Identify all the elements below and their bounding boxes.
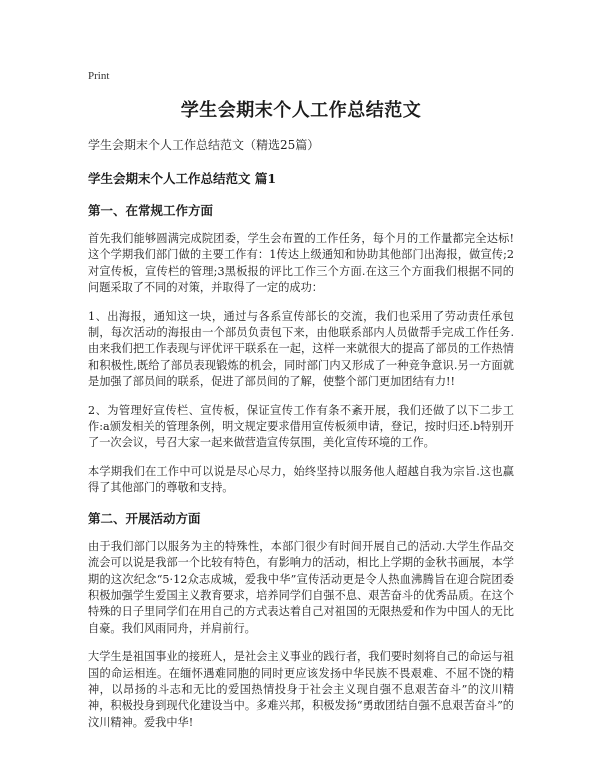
paragraph: 2、为管理好宣传栏、宣传板，保证宣传工作有条不紊开展，我们还做了以下二步工作:a颁发相关的管理条例，明文规定要求借用宣传板须申请，登记，按时归还.b特别开了一次会议，号召大家一起来做营造宣传氛围，美化宣传环境的工作。 [88, 403, 514, 450]
paragraph: 1、出海报，通知这一块，通过与各系宣传部长的交流，我们也采用了劳动责任承包制，每次活动的海报由一个部员负责包下来，由他联系部内人员做帮手完成工作任务.由来我们把工作表现与评优评干联系在一起，这样一来就很大的提高了部员的工作热情和积极性,既给了部员表现锻炼的机会，同时部门内又形成了一种竞争意识.另一方面就是加强了部员间的联系，促进了部员间的了解，使整个部门更加团结有力!! [88, 309, 514, 389]
document-subtitle: 学生会期末个人工作总结范文（精选25篇） [88, 138, 320, 152]
print-label: Print [88, 70, 110, 82]
paragraph: 首先我们能够圆满完成院团委，学生会布置的工作任务，每个月的工作量都完全达标!这个学期我们部门做的主要工作有：1传达上级通知和协助其他部门出海报，做宣传;2对宣传板，宣传栏的管理;3黑板报的评比工作三个方面.在这三个方面我们根据不同的问题采取了不同的对策，并取得了一定的成功： [88, 232, 514, 295]
paragraph: 本学期我们在工作中可以说是尽心尽力，始终坚持以服务他人超越自我为宗旨.这也赢得了其他部门的尊敬和支持。 [88, 464, 514, 495]
section-heading-1: 第一、在常规工作方面 [88, 203, 214, 218]
article-heading: 学生会期末个人工作总结范文 篇1 [88, 171, 277, 186]
paragraph: 由于我们部门以服务为主的特殊性，本部门很少有时间开展自己的活动.大学生作品交流会可以说是我部一个比较有特色，有影响力的活动，相比上学期的金秋书画展，本学期的这次纪念“5·12众志成城，爱我中华”宣传活动更是令人热血沸腾旨在迎合院团委积极加强学生爱国主义教育要求，培养同学们自强不息、艰苦奋斗的优秀品质。在这个特殊的日子里同学们在用自己的方式表达着自己对祖国的无限热爱和作为中国人的无比自豪。我们风雨同舟，并肩前行。 [88, 539, 514, 635]
paragraph: 大学生是祖国事业的接班人，是社会主义事业的践行者，我们要时刻将自己的命运与祖国的命运相连。在缅怀遇难同胞的同时更应该发扬中华民族不畏艰难、不屈不饶的精神，以昂扬的斗志和无比的爱国热情投身于社会主义现自强不息艰苦奋斗”的汶川精神，积极投身到现代化建设当中。多难兴邦，积极发扬“勇敢团结自强不息艰苦奋斗”的汶川精神。爱我中华! [88, 650, 514, 729]
section-heading-2: 第二、开展活动方面 [88, 510, 201, 526]
document-title: 学生会期末个人工作总结范文 [180, 100, 422, 121]
